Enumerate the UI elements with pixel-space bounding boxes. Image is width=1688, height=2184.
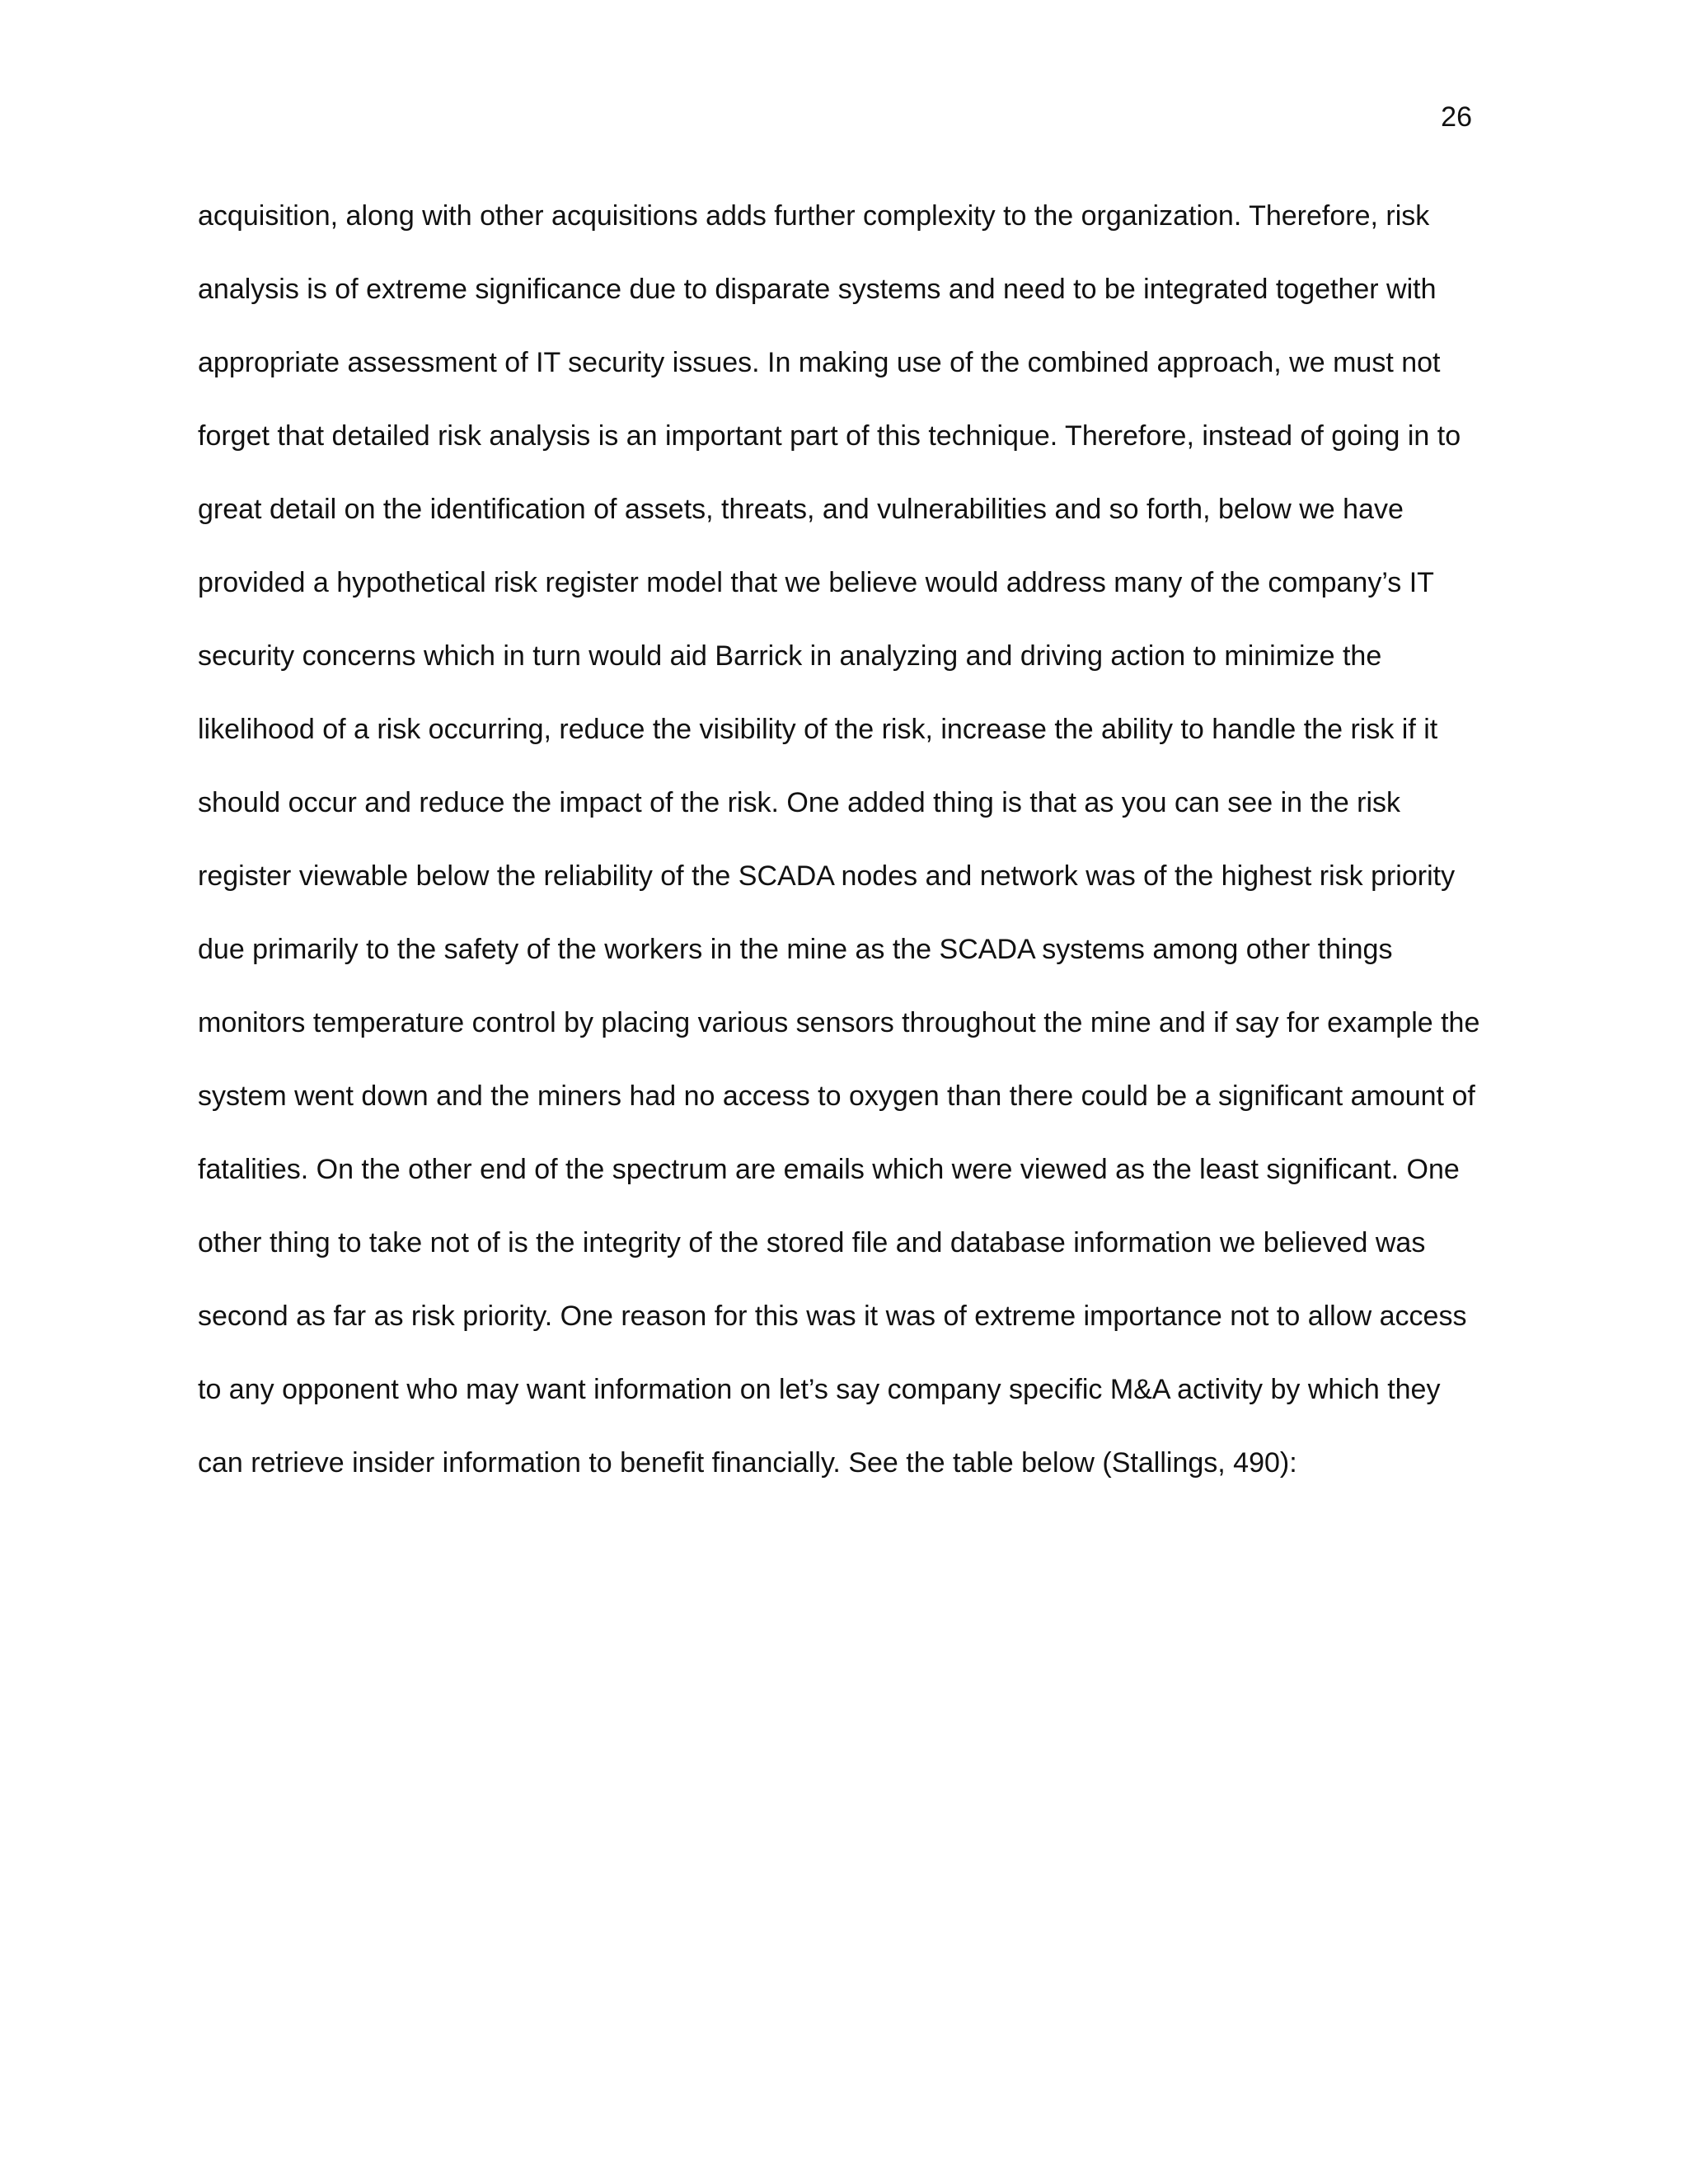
- text-line: appropriate assessment of IT security issues. In making use of the combined approach, we must not: [198, 347, 1441, 378]
- text-line: should occur and reduce the impact of the risk. One added thing is that as you can see in the risk: [198, 787, 1401, 818]
- text-line: can retrieve insider information to benefit financially. See the table below (Stallings, 490):: [198, 1447, 1297, 1479]
- text-line: due primarily to the safety of the workers in the mine as the SCADA systems among other things: [198, 934, 1393, 965]
- text-line: register viewable below the reliability of the SCADA nodes and network was of the highest risk priority: [198, 860, 1456, 892]
- text-line: to any opponent who may want information on let’s say company specific M&A activity by which they: [198, 1374, 1441, 1405]
- text-line: acquisition, along with other acquisitions adds further complexity to the organization. Therefore, risk: [198, 200, 1430, 232]
- text-line: other thing to take not of is the integrity of the stored file and database information we believed was: [198, 1227, 1426, 1258]
- text-line: fatalities. On the other end of the spectrum are emails which were viewed as the least significant. One: [198, 1154, 1460, 1185]
- text-line: security concerns which in turn would aid Barrick in analyzing and driving action to minimize the: [198, 640, 1382, 672]
- text-line: analysis is of extreme significance due to disparate systems and need to be integrated together with: [198, 274, 1437, 305]
- text-line: monitors temperature control by placing various sensors throughout the mine and if say for example the: [198, 1007, 1480, 1038]
- text-line: system went down and the miners had no access to oxygen than there could be a significant amount of: [198, 1080, 1475, 1112]
- page-number: 26: [1441, 101, 1472, 133]
- text-line: likelihood of a risk occurring, reduce the visibility of the risk, increase the ability to handle the risk if it: [198, 714, 1438, 745]
- text-line: second as far as risk priority. One reason for this was it was of extreme importance not to allow access: [198, 1301, 1467, 1332]
- body-text: [198, 196, 1533, 1516]
- text-line: great detail on the identification of assets, threats, and vulnerabilities and so forth, below we have: [198, 494, 1404, 525]
- text-line: forget that detailed risk analysis is an important part of this technique. Therefore, instead of going in to: [198, 420, 1461, 452]
- text-line: provided a hypothetical risk register model that we believe would address many of the company’s IT: [198, 567, 1434, 598]
